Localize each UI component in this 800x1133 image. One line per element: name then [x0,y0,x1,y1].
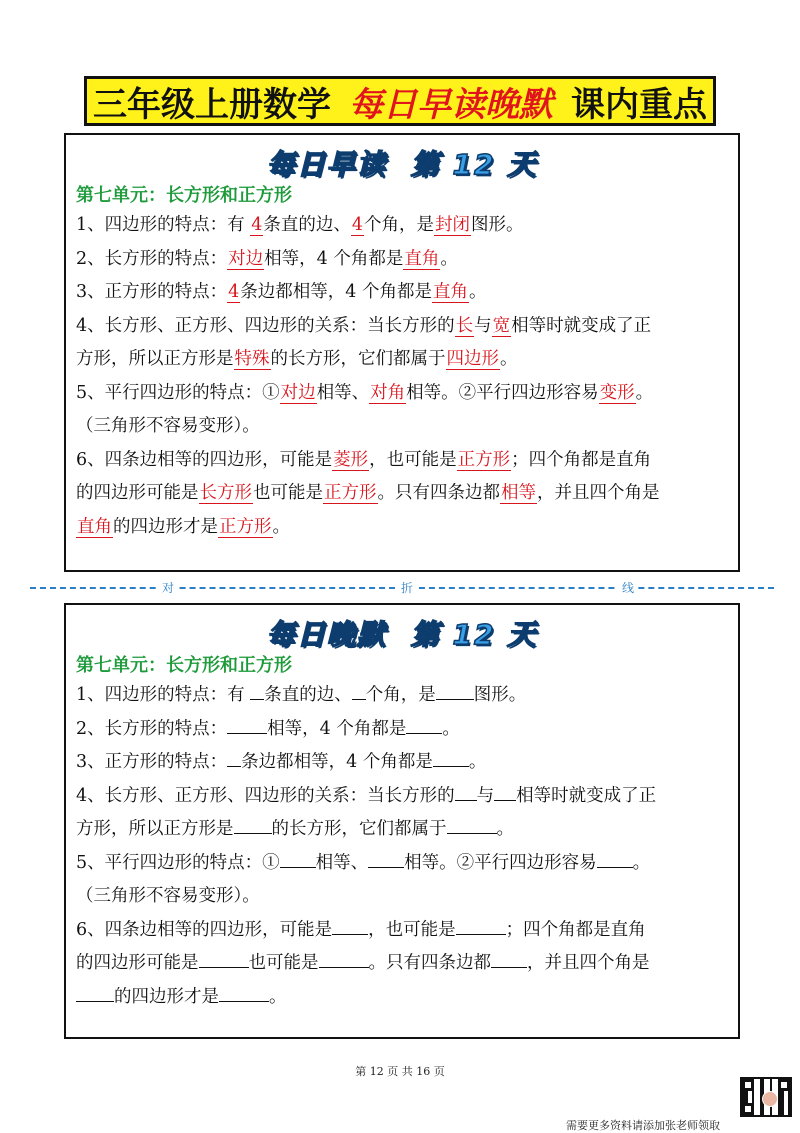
answer-blank[interactable] [406,715,442,734]
answer-blank[interactable] [447,815,497,834]
list-item: 5、平行四边形的特点：①对边相等、对角相等。②平行四边形容易变形。 [76,382,654,403]
morning-title-a: 每日早读 [266,148,387,181]
answer-blank[interactable] [494,782,516,801]
list-item: （三角形不容易变形）。 [76,886,260,906]
answer-blank[interactable] [368,849,404,868]
evening-unit-heading: 第七单元：长方形和正方形 [76,655,292,676]
morning-title [66,143,738,183]
answer-blank[interactable] [455,782,477,801]
answer-blank[interactable] [219,983,269,1002]
evening-items [76,679,728,1014]
evening-title-day: 第 12 天 [410,618,538,651]
list-item: 4、长方形、正方形、四边形的关系：当长方形的 与 相等时就变成了正 [76,780,728,814]
morning-title-day: 第 12 天 [410,148,538,181]
page-number: 第 12 页 共 16 页 [355,1065,445,1078]
avatar [762,1091,778,1107]
answer-blank[interactable] [332,916,368,935]
answer-blank[interactable] [597,849,633,868]
qr-code-icon [740,1077,792,1117]
banner-left: 三年级上册数学 [93,84,331,125]
list-item: （三角形不容易变形）。 [76,416,260,436]
list-item: 的四边形可能是长方形也可能是正方形。只有四条边都相等，并且四个角是 [76,483,660,503]
list-item: 3、正方形的特点： 条边都相等，4 个角都是 。 [76,746,728,780]
banner-right: 课内重点 [571,84,707,125]
list-item: 6、四条边相等的四边形，可能是菱形，也可能是正方形；四个角都是直角 [76,449,652,470]
answer-blank[interactable] [76,983,114,1002]
fold-line [30,580,774,594]
answer-blank[interactable] [433,748,469,767]
answer-blank[interactable] [227,715,267,734]
morning-unit-heading: 第七单元：长方形和正方形 [76,185,292,206]
list-item: 的四边形才是 。 [76,981,728,1015]
list-item: 2、长方形的特点：对边相等，4 个角都是直角。 [76,248,458,269]
list-item: 6、四条边相等的四边形，可能是 ，也可能是 ；四个角都是直角 [76,914,728,948]
list-item: 2、长方形的特点： 相等，4 个角都是 。 [76,713,728,747]
list-item: 直角的四边形才是正方形。 [77,516,290,537]
fold-label-3: 线 [618,579,638,596]
evening-panel [64,603,740,1039]
fold-label-1: 对 [158,579,178,596]
qr-caption: 需要更多资料请添加张老师领取 [566,1119,720,1132]
banner-middle: 每日早读晚默 [349,84,553,125]
list-item: 方形，所以正方形是 的长方形，它们都属于 。 [76,813,728,847]
list-item: 方形，所以正方形是特殊的长方形，它们都属于四边形。 [76,349,518,369]
header-banner [84,76,716,126]
list-item: 3、正方形的特点：4条边都相等，4 个角都是直角。 [76,282,487,302]
answer-blank[interactable] [319,949,369,968]
evening-title [66,613,738,653]
answer-blank[interactable] [250,681,264,700]
fold-label-2: 折 [397,579,417,596]
answer-blank[interactable] [436,681,474,700]
evening-title-a: 每日晚默 [266,618,387,651]
answer-blank[interactable] [199,949,249,968]
answer-blank[interactable] [234,815,272,834]
list-item: 1、四边形的特点：有 4条直的边、4个角，是封闭图形。 [76,215,524,235]
answer-blank[interactable] [491,949,527,968]
answer-blank[interactable] [352,681,366,700]
morning-items [76,209,728,544]
answer-blank[interactable] [280,849,316,868]
list-item: 4、长方形、正方形、四边形的关系：当长方形的长与宽相等时就变成了正 [76,315,652,336]
list-item: 5、平行四边形的特点：① 相等、 相等。②平行四边形容易 。 [76,847,728,881]
answer-blank[interactable] [456,916,506,935]
list-item: 1、四边形的特点：有 条直的边、 个角，是 图形。 [76,679,728,713]
morning-panel [64,133,740,572]
list-item: 的四边形可能是 也可能是 。只有四条边都 ，并且四个角是 [76,947,728,981]
answer-blank[interactable] [227,748,241,767]
